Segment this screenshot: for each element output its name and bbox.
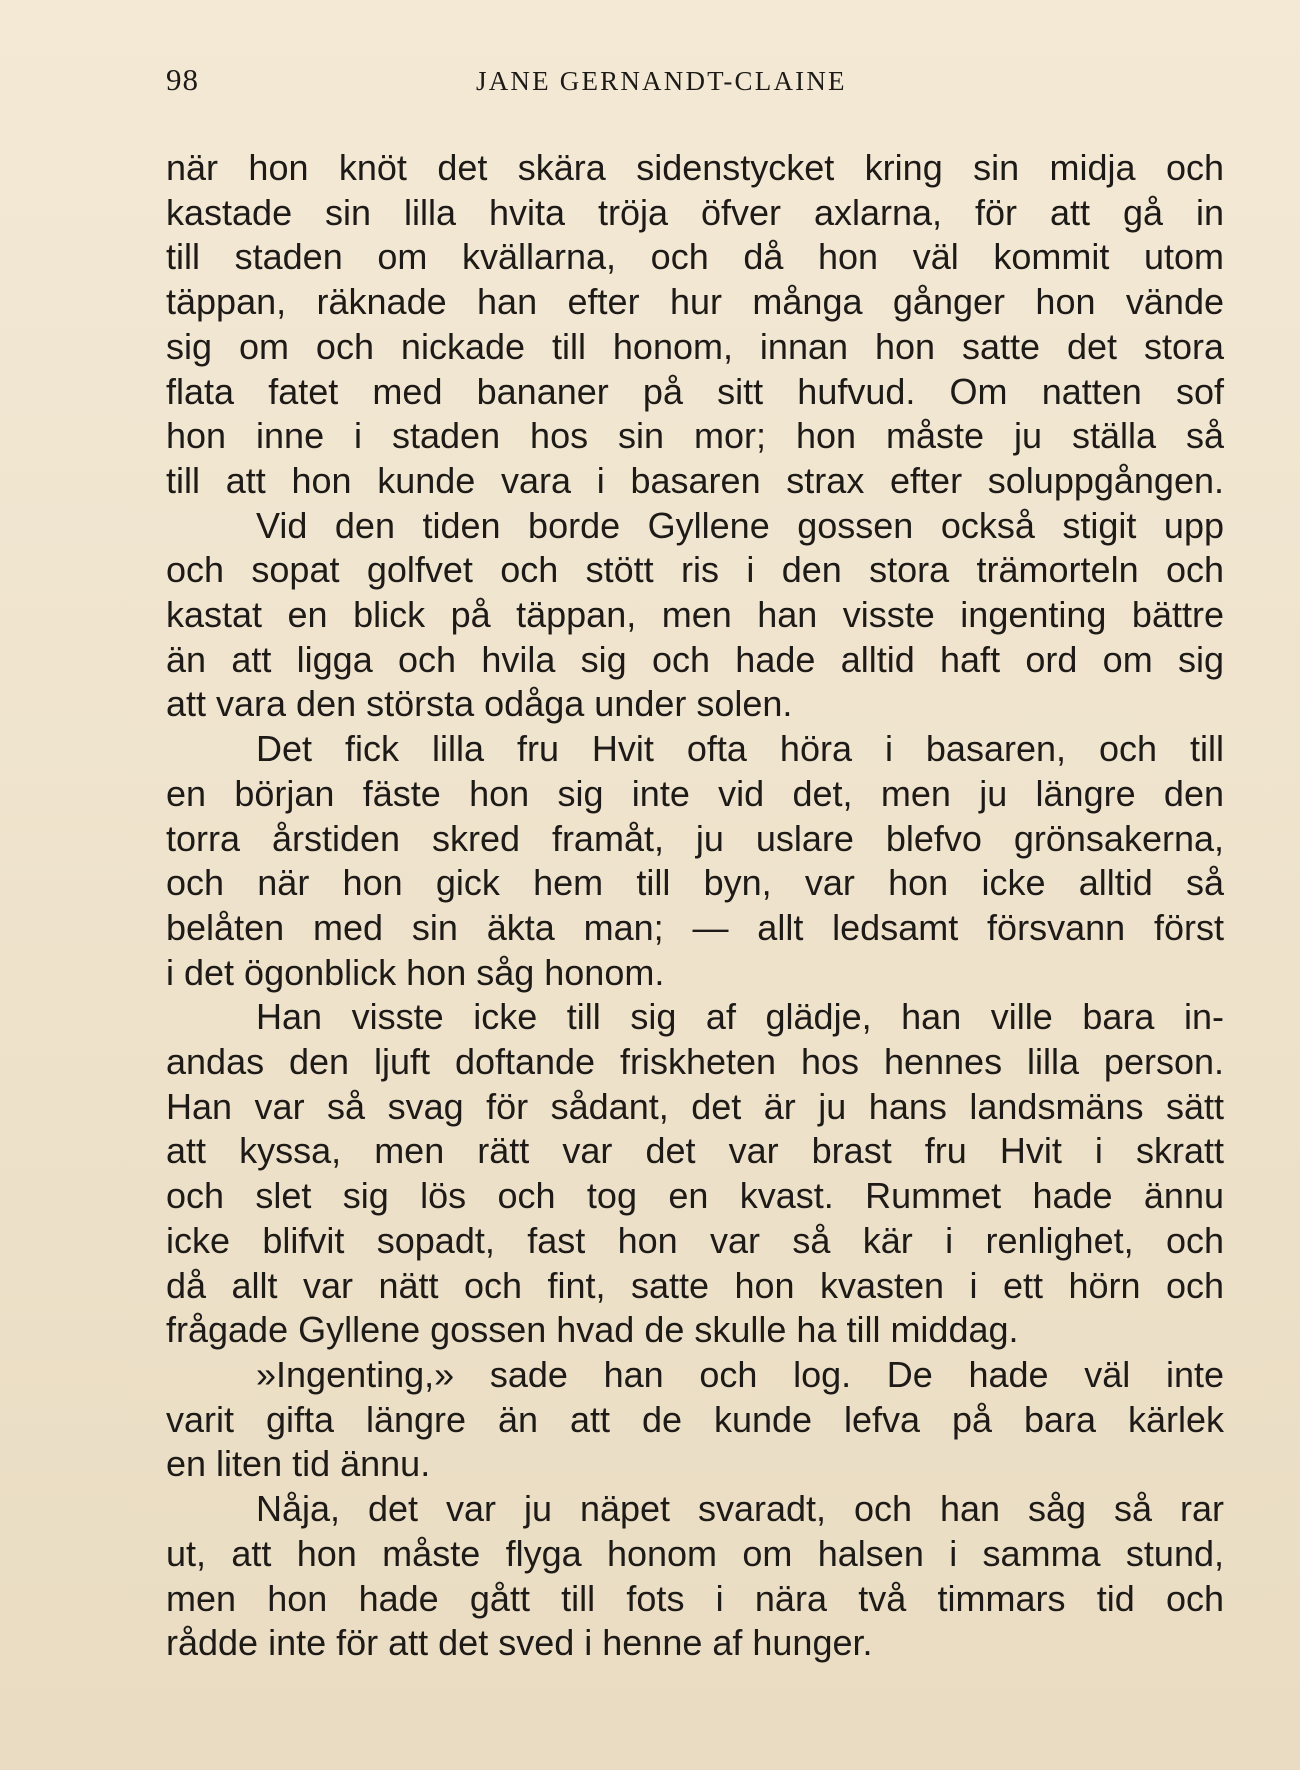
text-line: och slet sig lös och tog en kvast. Rummet hade ännu [166, 1175, 1224, 1217]
text-line: ut, att hon måste flyga honom om halsen i samma stund, [166, 1532, 1224, 1574]
paragraph [166, 504, 1224, 728]
text-line: torra årstiden skred framåt, ju uslare blefvo grönsakerna, [166, 817, 1224, 859]
text-line: frågade Gyllene gossen hvad de skulle ha till middag. [166, 1309, 1019, 1351]
text-line: och sopat golfvet och stött ris i den stora trämorteln och [166, 549, 1224, 591]
text-line: men hon hade gått till fots i nära två timmars tid och [166, 1577, 1224, 1619]
page-number: 98 [166, 62, 199, 97]
text-line: en liten tid ännu. [166, 1443, 431, 1485]
text-line: än att ligga och hvila sig och hade alltid haft ord om sig [166, 638, 1224, 680]
running-head: JANE GERNANDT-CLAINE [476, 66, 847, 96]
text-line: andas den ljuft doftande friskheten hos hennes lilla person. [166, 1041, 1224, 1083]
paragraph [166, 1487, 1224, 1666]
text-line: när hon knöt det skära sidenstycket kring sin midja och [166, 147, 1224, 188]
text-line: icke blifvit sopadt, fast hon var så kär i renlighet, och [166, 1219, 1224, 1261]
text-line: kastade sin lilla hvita tröja öfver axlarna, för att gå in [166, 191, 1224, 233]
text-line: belåten med sin äkta man; — allt ledsamt försvann först [166, 906, 1224, 948]
text-line: rådde inte för att det sved i henne af hunger. [166, 1622, 873, 1664]
paragraph [166, 995, 1224, 1353]
text-line: en början fäste hon sig inte vid det, men ju längre den [166, 772, 1224, 814]
text-line: att vara den största odåga under solen. [166, 683, 793, 725]
text-line: till staden om kvällarna, och då hon väl kommit utom [166, 236, 1224, 278]
text-line: då allt var nätt och fint, satte hon kvasten i ett hörn och [166, 1264, 1224, 1306]
text-line: sig om och nickade till honom, innan hon satte det stora [166, 325, 1224, 367]
text-line: kastat en blick på täppan, men han visste ingenting bättre [166, 594, 1224, 636]
text-line: Nåja, det var ju näpet svaradt, och han såg så rar [256, 1488, 1224, 1530]
text-line: till att hon kunde vara i basaren strax efter soluppgången. [166, 459, 1224, 501]
text-line: täppan, räknade han efter hur många gånger hon vände [166, 281, 1224, 323]
text-line: flata fatet med bananer på sitt hufvud. Om natten sof [166, 370, 1224, 412]
text-line: varit gifta längre än att de kunde lefva på bara kärlek [166, 1398, 1224, 1440]
text-line: Han visste icke till sig af glädje, han ville bara in- [256, 996, 1224, 1038]
text-line: »Ingenting,» sade han och log. De hade väl inte [256, 1353, 1224, 1395]
text-line: Han var så svag för sådant, det är ju hans landsmäns sätt [166, 1085, 1224, 1127]
paragraph [166, 727, 1224, 995]
text-line: hon inne i staden hos sin mor; hon måste ju ställa så [166, 415, 1224, 457]
body-text [166, 146, 1224, 1666]
text-line: Det fick lilla fru Hvit ofta höra i basaren, och till [256, 728, 1224, 770]
paragraph [166, 146, 1224, 504]
text-line: i det ögonblick hon såg honom. [166, 951, 665, 993]
page-header [166, 62, 1224, 114]
text-line: Vid den tiden borde Gyllene gossen också stigit upp [256, 504, 1224, 546]
text-line: att kyssa, men rätt var det var brast fru Hvit i skratt [166, 1130, 1224, 1172]
text-line: och när hon gick hem till byn, var hon icke alltid så [166, 862, 1224, 904]
paragraph [166, 1353, 1224, 1487]
